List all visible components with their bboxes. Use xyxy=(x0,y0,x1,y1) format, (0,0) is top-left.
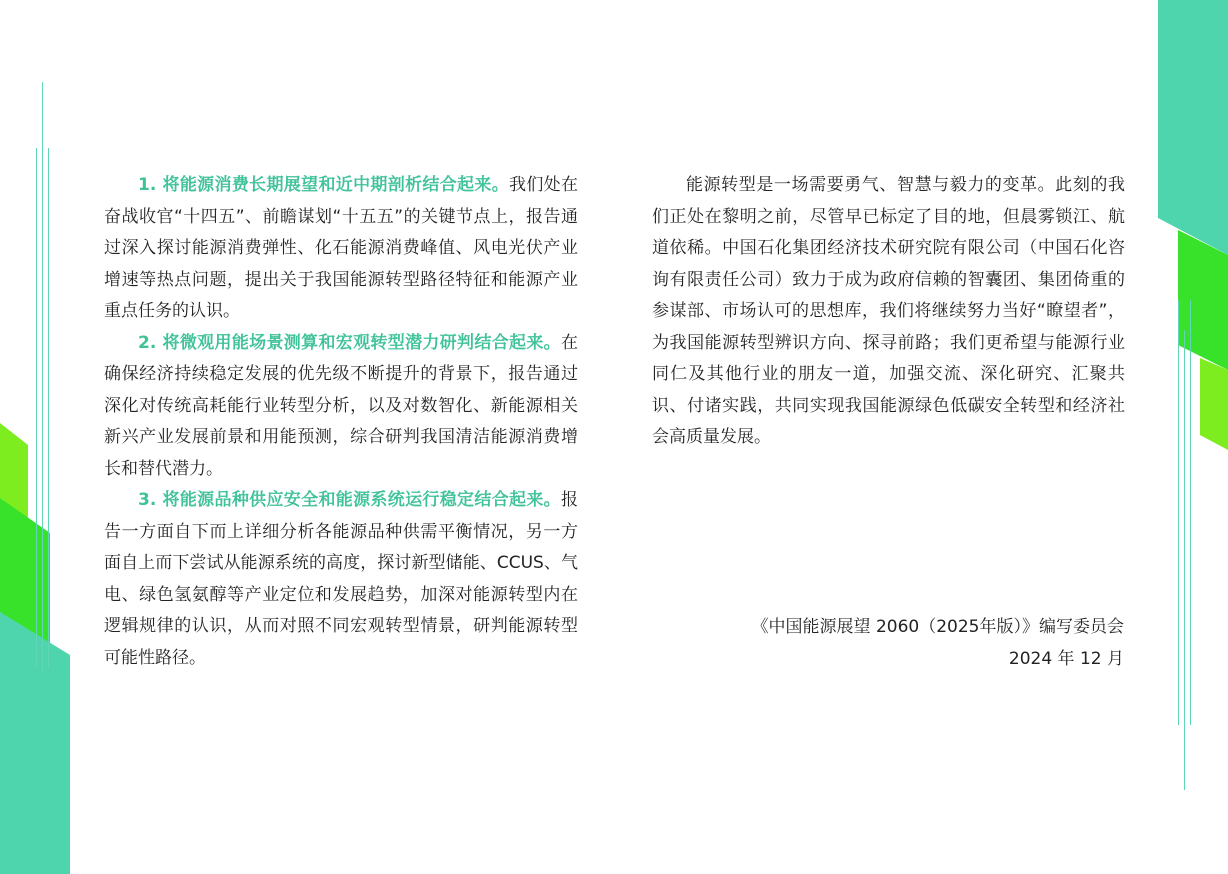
right-green-shape xyxy=(1178,230,1228,370)
left-vertical-line xyxy=(42,82,43,672)
left-vertical-line xyxy=(36,148,37,668)
left-teal-shape xyxy=(0,612,70,874)
list-item xyxy=(104,170,578,328)
list-item xyxy=(104,328,578,486)
left-lime-shape xyxy=(0,423,28,520)
right-teal-shape xyxy=(1158,0,1228,255)
item-heading: 3. 将能源品种供应安全和能源系统运行稳定结合起来。 xyxy=(138,490,561,510)
right-vertical-line xyxy=(1184,330,1185,790)
left-column xyxy=(104,170,578,674)
list-item xyxy=(104,485,578,674)
item-heading: 1. 将能源消费长期展望和近中期剖析结合起来。 xyxy=(138,175,510,195)
right-column xyxy=(652,170,1125,454)
item-body: 报告一方面自下而上详细分析各能源品种供需平衡情况，另一方面自上而下尝试从能源系统的高度，探讨新型储能、CCUS、气电、绿色氢氨醇等产业定位和发展趋势，加深对能源转型内在逻辑规律的认识，从而对照不同宏观转型情景，研判能源转型可能性路径。 xyxy=(104,490,578,668)
signature-date: 2024 年 12 月 xyxy=(1008,649,1124,669)
item-body: 在确保经济持续稳定发展的优先级不断提升的背景下，报告通过深化对传统高耗能行业转型分析，以及对数智化、新能源相关新兴产业发展前景和用能预测，综合研判我国清洁能源消费增长和替代潜力。 xyxy=(104,332,578,479)
right-vertical-line xyxy=(1190,300,1191,725)
item-body: 我们处在奋战收官“十四五”、前瞻谋划“十五五”的关键节点上，报告通过深入探讨能源消费弹性、化石能源消费峰值、风电光伏产业增速等热点问题，提出关于我国能源转型路径特征和能源产业重点任务的认识。 xyxy=(104,175,578,321)
right-vertical-line xyxy=(1178,300,1179,725)
signature-committee: 《中国能源展望 2060（2025年版）》编写委员会 xyxy=(751,617,1124,637)
right-lime-shape xyxy=(1200,358,1228,450)
closing-paragraph: 能源转型是一场需要勇气、智慧与毅力的变革。此刻的我们正处在黎明之前，尽管早已标定了目的地，但晨雾锁江、航道依稀。中国石化集团经济技术研究院有限公司（中国石化咨询有限责任公司）致力于成为政府信赖的智囊团、集团倚重的参谋部、市场认可的思想库，我们将继续努力当好“瞭望者”，为我国能源转型辨识方向、探寻前路；我们更希望与能源行业同仁及其他行业的朋友一道，加强交流、深化研究、汇聚共识、付诸实践，共同实现我国能源绿色低碳安全转型和经济社会高质量发展。 xyxy=(652,175,1125,447)
item-heading: 2. 将微观用能场景测算和宏观转型潜力研判结合起来。 xyxy=(138,332,561,353)
left-vertical-line xyxy=(48,148,49,668)
